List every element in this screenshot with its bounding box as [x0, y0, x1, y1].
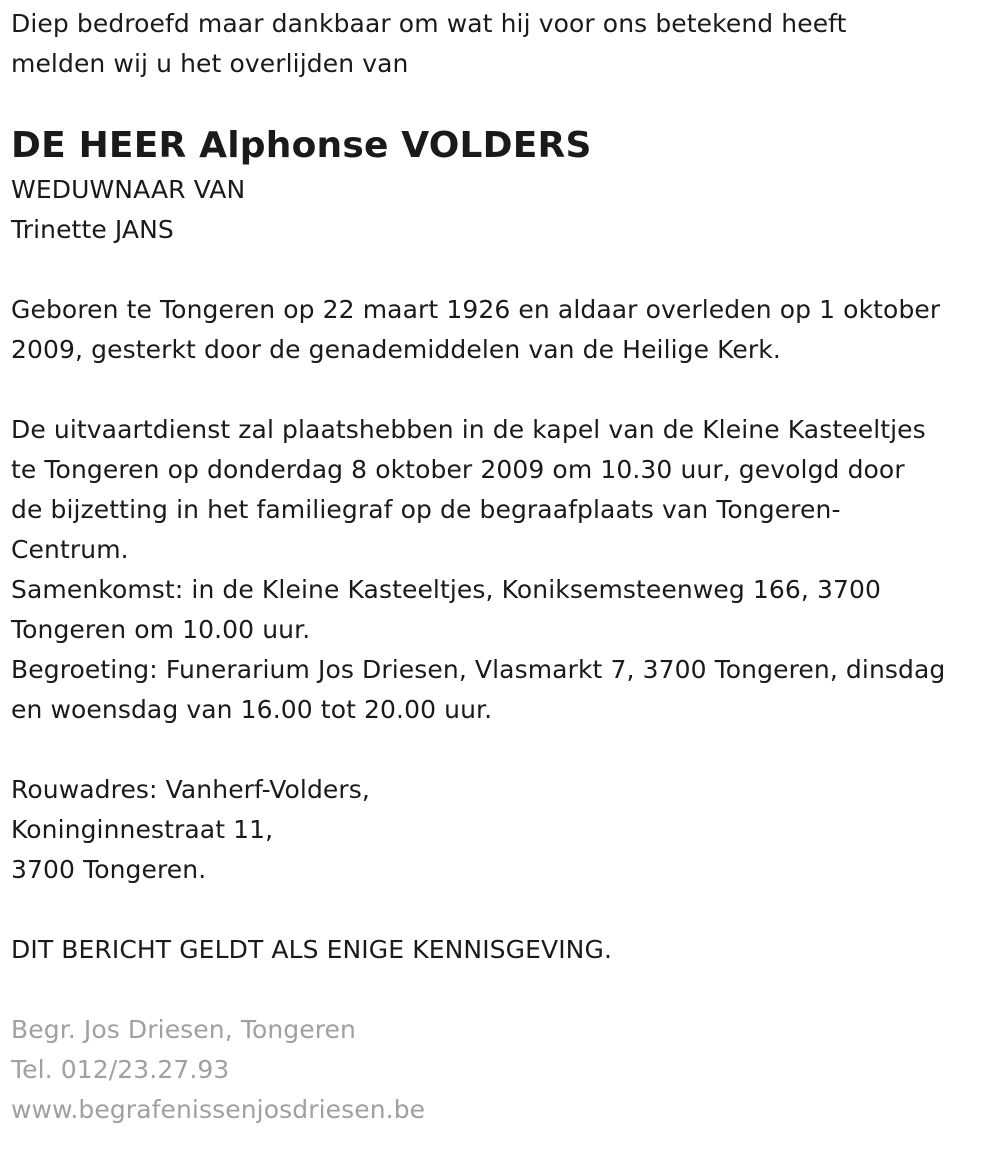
spouse-block: [11, 170, 996, 250]
undertaker-name: Begr. Jos Driesen, Tongeren: [11, 1015, 356, 1044]
service-block: [11, 410, 996, 730]
notice-text: DIT BERICHT GELDT ALS ENIGE KENNISGEVING.: [11, 935, 612, 964]
service-line-3: de bijzetting in het familiegraf op de begraafplaats van Tongeren-: [11, 495, 841, 524]
mourning-address-block: [11, 770, 996, 890]
mourning-address-line-1: Rouwadres: Vanherf-Volders,: [11, 775, 370, 804]
service-line-2: te Tongeren op donderdag 8 oktober 2009 om 10.30 uur, gevolgd door: [11, 455, 905, 484]
intro-line-1: Diep bedroefd maar dankbaar om wat hij voor ons betekend heeft: [11, 9, 847, 38]
undertaker-phone: Tel. 012/23.27.93: [11, 1055, 230, 1084]
birth-death-line-2: 2009, gesterkt door de genademiddelen van de Heilige Kerk.: [11, 335, 781, 364]
visitation-line-1: Begroeting: Funerarium Jos Driesen, Vlasmarkt 7, 3700 Tongeren, dinsdag: [11, 655, 946, 684]
spacer: [11, 250, 996, 290]
obituary-notice: [11, 4, 996, 1130]
gathering-line-2: Tongeren om 10.00 uur.: [11, 615, 311, 644]
undertaker-block: [11, 1010, 996, 1130]
service-line-1: De uitvaartdienst zal plaatshebben in de kapel van de Kleine Kasteeltjes: [11, 415, 926, 444]
intro-block: [11, 4, 996, 84]
birth-death-line-1: Geboren te Tongeren op 22 maart 1926 en aldaar overleden op 1 oktober: [11, 295, 941, 324]
service-line-4: Centrum.: [11, 535, 129, 564]
spacer: [11, 730, 996, 770]
birth-death-block: [11, 290, 996, 370]
mourning-address-line-2: Koninginnestraat 11,: [11, 815, 274, 844]
gathering-line-1: Samenkomst: in de Kleine Kasteeltjes, Koniksemsteenweg 166, 3700: [11, 575, 882, 604]
mourning-address-line-3: 3700 Tongeren.: [11, 855, 207, 884]
spouse-name: Trinette JANS: [11, 215, 174, 244]
relation-label: WEDUWNAAR VAN: [11, 175, 246, 204]
spacer: [11, 970, 996, 1010]
intro-line-2: melden wij u het overlijden van: [11, 49, 409, 78]
spacer: [11, 890, 996, 930]
deceased-name: DE HEER Alphonse VOLDERS: [11, 125, 592, 166]
undertaker-website[interactable]: www.begrafenissenjosdriesen.be: [11, 1095, 426, 1124]
visitation-line-2: en woensdag van 16.00 tot 20.00 uur.: [11, 695, 493, 724]
spacer: [11, 370, 996, 410]
